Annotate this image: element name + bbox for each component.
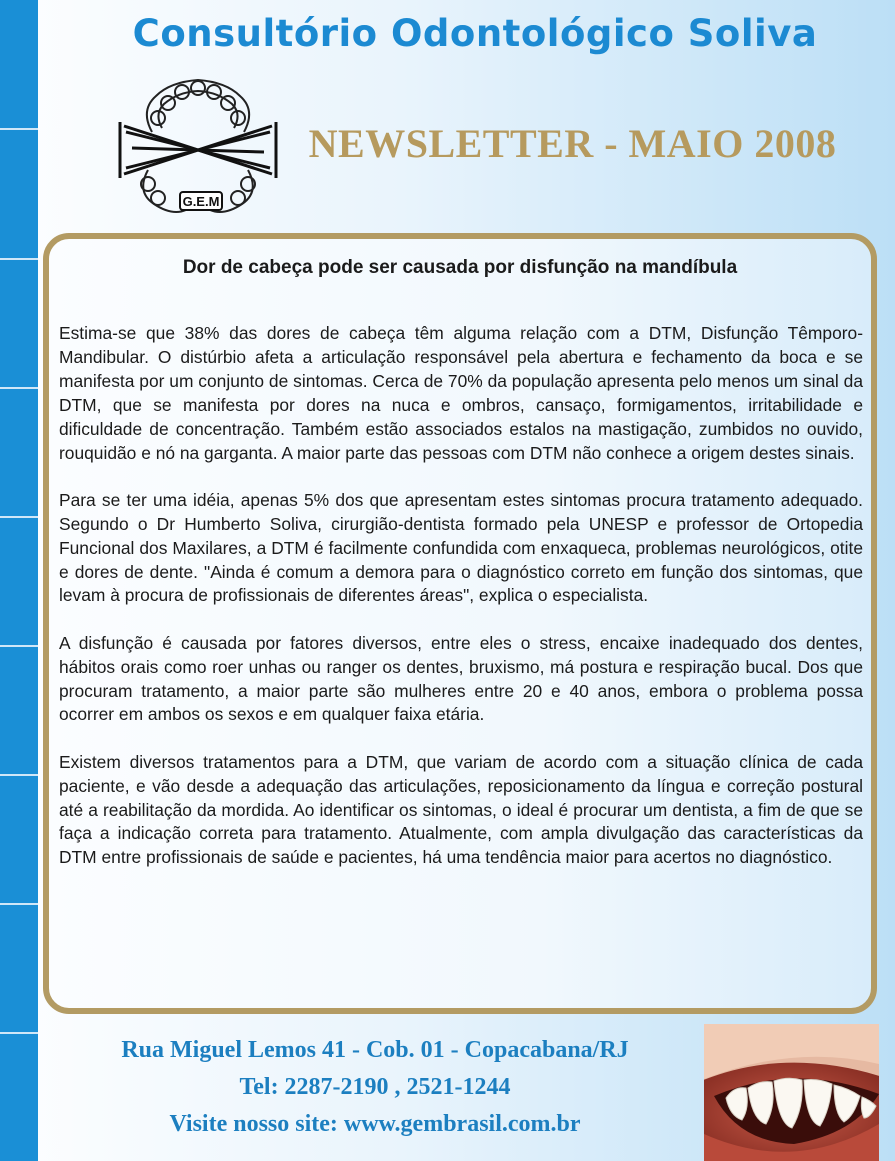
strip-divider <box>0 516 38 518</box>
strip-divider <box>0 387 38 389</box>
article-body <box>59 322 863 894</box>
strip-divider <box>0 645 38 647</box>
article-box <box>43 233 877 1014</box>
smile-photo <box>704 1024 879 1161</box>
phone-line: Tel: 2287-2190 , 2521-1244 <box>239 1074 511 1100</box>
strip-divider <box>0 1032 38 1034</box>
strip-divider <box>0 903 38 905</box>
strip-divider <box>0 128 38 130</box>
clinic-title: Consultório Odontológico Soliva <box>132 12 818 55</box>
article-paragraph: A disfunção é causada por fatores diversos, entre eles o stress, encaixe inadequado dos dentes, hábitos orais como roer unhas ou ranger os dentes, bruxismo, má postura e respiração bucal. Dos que procuram tratamento, a maior parte são mulheres entre 20 e 40 anos, embora o problema possa ocorrer em ambos os sexos e em qualquer faixa etária. <box>59 632 863 725</box>
article-paragraph: Existem diversos tratamentos para a DTM, que variam de acordo com a situação clínica de cada paciente, e vão desde a adequação das articulações, reposicionamento da língua e correção postural até a reabilitação da mordida. Ao identificar os sintomas, o ideal é procurar um dentista, a fim de que se faça a indicação correta para tratamento. Atualmente, com ampla divulgação das características da DTM entre profissionais de saúde e pacientes, há uma tendência maior para acertos no diagnóstico. <box>59 751 863 868</box>
website-line: Visite nosso site: www.gembrasil.com.br <box>169 1111 581 1137</box>
article-paragraph: Para se ter uma idéia, apenas 5% dos que apresentam estes sintomas procura tratamento adequado. Segundo o Dr Humberto Soliva, cirurgião-dentista formado pela UNESP e professor de Ortopedia Funcional dos Maxilares, a DTM é facilmente confundida com enxaqueca, problemas neurológicos, otite e dores de dente. "Ainda é comum a demora para o diagnóstico correto em função dos sintomas, que levam à procura de profissionais de diferentes áreas", explica o especialista. <box>59 489 863 606</box>
strip-divider <box>0 258 38 260</box>
address-line: Rua Miguel Lemos 41 - Cob. 01 - Copacabana/RJ <box>121 1037 629 1063</box>
smile-photo-icon <box>704 1024 879 1161</box>
logo-badge-text: G.E.M <box>182 194 220 209</box>
newsletter-heading: NEWSLETTER - MAIO 2008 <box>308 121 837 166</box>
strip-divider <box>0 774 38 776</box>
dental-arch-logo-icon <box>112 70 284 220</box>
left-sidebar-strip <box>0 0 38 1161</box>
article-headline: Dor de cabeça pode ser causada por disfunção na mandíbula <box>182 257 738 278</box>
contact-footer <box>50 1032 700 1143</box>
article-paragraph: Estima-se que 38% das dores de cabeça têm alguma relação com a DTM, Disfunção Têmporo-Mandibular. O distúrbio afeta a articulação responsável pela abertura e fechamento da boca e se manifesta por um conjunto de sintomas. Cerca de 70% da população apresenta pelo menos um sinal da DTM, que se manifesta por dores na nuca e ombros, cansaço, formigamentos, irritabilidade e dificuldade de concentração. Também estão associados estalos na mastigação, zumbidos no ouvido, rouquidão e nó na garganta. A maior parte das pessoas com DTM não conhece a origem destes sinais. <box>59 323 863 463</box>
gem-logo <box>112 70 284 220</box>
